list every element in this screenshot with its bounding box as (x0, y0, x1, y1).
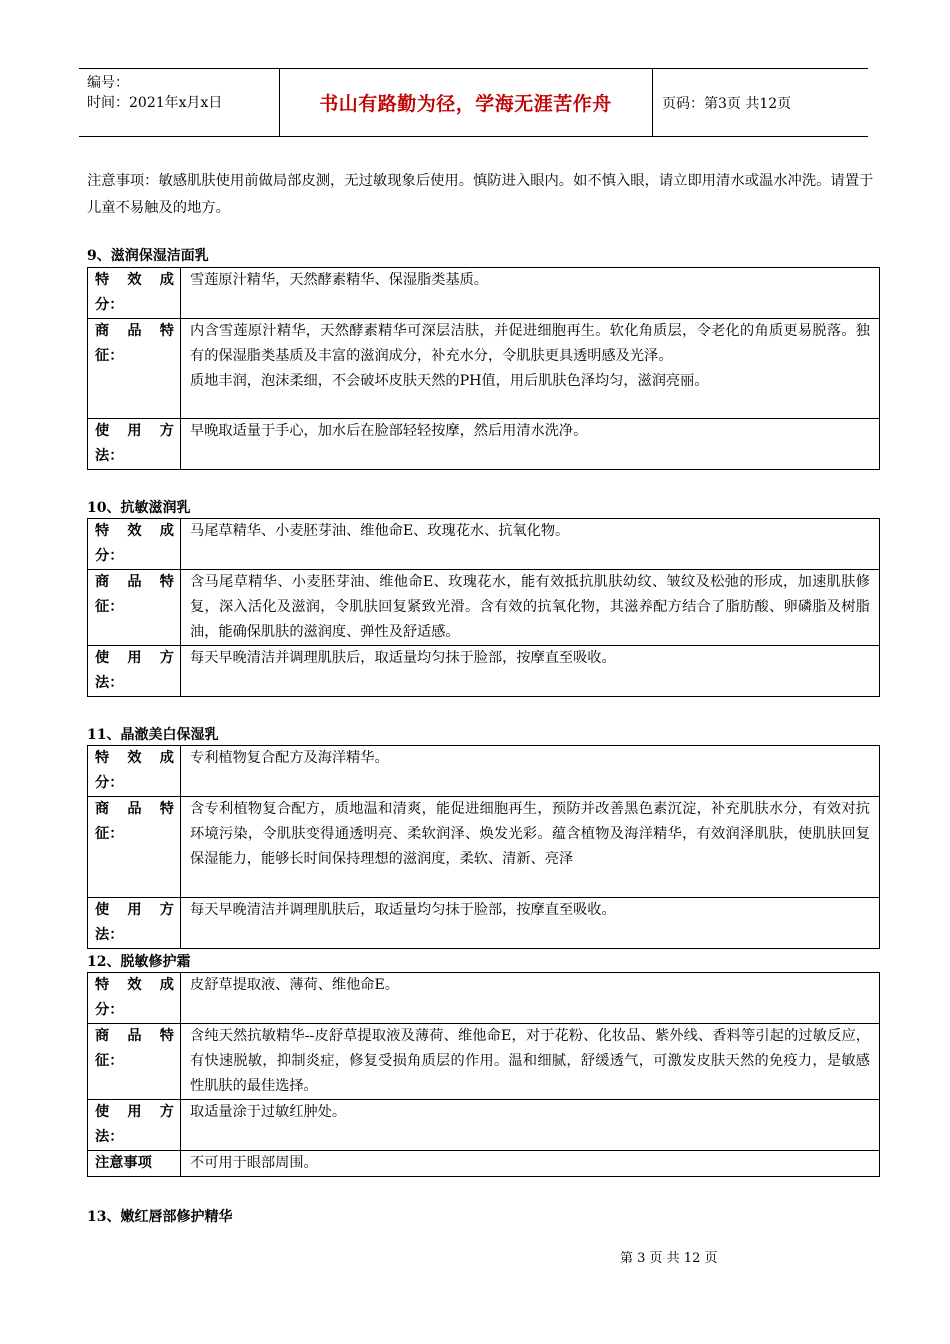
spec-table-10 (87, 518, 880, 697)
ingredients-label: 特 效 成 分： (88, 973, 181, 1024)
caution-label: 注意事项 (88, 1151, 181, 1177)
usage-label: 使 用 方 法： (88, 1100, 181, 1151)
header-meta-cell (79, 69, 280, 136)
header-page-info: 页码：第3页 共12页 (662, 95, 792, 112)
usage-value: 每天早晚清洁并调理肌肤后，取适量均匀抹于脸部，按摩直至吸收。 (181, 646, 880, 697)
features-label: 商 品 特 征： (88, 570, 181, 646)
ingredients-value: 皮舒草提取液、薄荷、维他命E。 (181, 973, 880, 1024)
usage-label: 使 用 方 法： (88, 419, 181, 470)
features-label: 商 品 特 征： (88, 797, 181, 898)
header-page-cell (653, 69, 868, 136)
features-row (88, 1024, 880, 1100)
section-title-9: 9、滋润保湿洁面乳 (87, 248, 209, 264)
usage-row (88, 1100, 880, 1151)
ingredients-value: 雪莲原汁精华，天然酵素精华、保湿脂类基质。 (181, 268, 880, 319)
features-text: 内含雪莲原汁精华，天然酵素精华可深层洁肤，并促进细胞再生。软化角质层，令老化的角质更易脱落。独有的保湿脂类基质及丰富的滋润成分，补充水分，令肌肤更具透明感及光泽。 (190, 323, 870, 364)
usage-label: 使 用 方 法： (88, 646, 181, 697)
usage-row (88, 419, 880, 470)
ingredients-row (88, 519, 880, 570)
header-motto: 书山有路勤为径，学海无涯苦作舟 (319, 93, 612, 115)
features-value: 含专利植物复合配方，质地温和清爽，能促进细胞再生，预防并改善黑色素沉淀，补充肌肤水分，有效对抗环境污染，令肌肤变得通透明亮、柔软润泽、焕发光彩。蕴含植物及海洋精华，有效润泽肌肤，使肌肤回复保湿能力，能够长时间保持理想的滋润度，柔软、清新、亮泽 (181, 797, 880, 898)
ingredients-value: 专利植物复合配方及海洋精华。 (181, 746, 880, 797)
features-label: 商 品 特 征： (88, 319, 181, 419)
section-title-13: 13、嫩红唇部修护精华 (87, 1209, 233, 1225)
features-value (181, 319, 880, 419)
usage-value: 取适量涂于过敏红肿处。 (181, 1100, 880, 1151)
caution-value: 不可用于眼部周围。 (181, 1151, 880, 1177)
usage-label: 使 用 方 法： (88, 898, 181, 949)
ingredients-value: 马尾草精华、小麦胚芽油、维他命E、玫瑰花水、抗氧化物。 (181, 519, 880, 570)
features-value: 含纯天然抗敏精华--皮舒草提取液及薄荷、维他命E，对于花粉、化妆品、紫外线、香料等引起的过敏反应，有快速脱敏，抑制炎症，修复受损角质层的作用。温和细腻，舒缓透气，可激发皮肤天然的免疫力，是敏感性肌肤的最佳选择。 (181, 1024, 880, 1100)
spec-table-12 (87, 972, 880, 1177)
ingredients-label: 特 效 成 分： (88, 519, 181, 570)
top-caution-note: 注意事项：敏感肌肤使用前做局部皮测，无过敏现象后使用。慎防进入眼内。如不慎入眼，请立即用清水或温水冲洗。请置于儿童不易触及的地方。 (87, 173, 874, 216)
ingredients-row (88, 746, 880, 797)
features-row (88, 319, 880, 419)
usage-value: 早晚取适量于手心，加水后在脸部轻轻按摩，然后用清水洗净。 (181, 419, 880, 470)
page-header (79, 68, 868, 137)
ingredients-label: 特 效 成 分： (88, 268, 181, 319)
section-title-10: 10、抗敏滋润乳 (87, 500, 191, 516)
spec-table-11 (87, 745, 880, 949)
usage-value: 每天早晚清洁并调理肌肤后，取适量均匀抹于脸部，按摩直至吸收。 (181, 898, 880, 949)
ingredients-label: 特 效 成 分： (88, 746, 181, 797)
features-row (88, 797, 880, 898)
usage-row (88, 646, 880, 697)
ingredients-row (88, 268, 880, 319)
features-label: 商 品 特 征： (88, 1024, 181, 1100)
ingredients-row (88, 973, 880, 1024)
spec-table-9 (87, 267, 880, 470)
features-text-2: 质地丰润，泡沫柔细，不会破坏皮肤天然的PH值，用后肌肤色泽均匀，滋润亮丽。 (190, 373, 709, 389)
page-footer: 第 3 页 共 12 页 (620, 1251, 718, 1266)
caution-row (88, 1151, 880, 1177)
features-value: 含马尾草精华、小麦胚芽油、维他命E、玫瑰花水，能有效抵抗肌肤幼纹、皱纹及松弛的形成，加速肌肤修复，深入活化及滋润，令肌肤回复紧致光滑。含有效的抗氧化物，其滋养配方结合了脂肪酸、卵磷脂及树脂油，能确保肌肤的滋润度、弹性及舒适感。 (181, 570, 880, 646)
features-row (88, 570, 880, 646)
section-title-12: 12、脱敏修护霜 (87, 954, 191, 970)
section-title-11: 11、晶澈美白保湿乳 (87, 727, 219, 743)
usage-row (88, 898, 880, 949)
doc-date-label: 时间：2021年x月x日 (87, 95, 223, 111)
header-motto-cell (279, 69, 653, 136)
doc-code-label: 编号： (87, 75, 129, 91)
